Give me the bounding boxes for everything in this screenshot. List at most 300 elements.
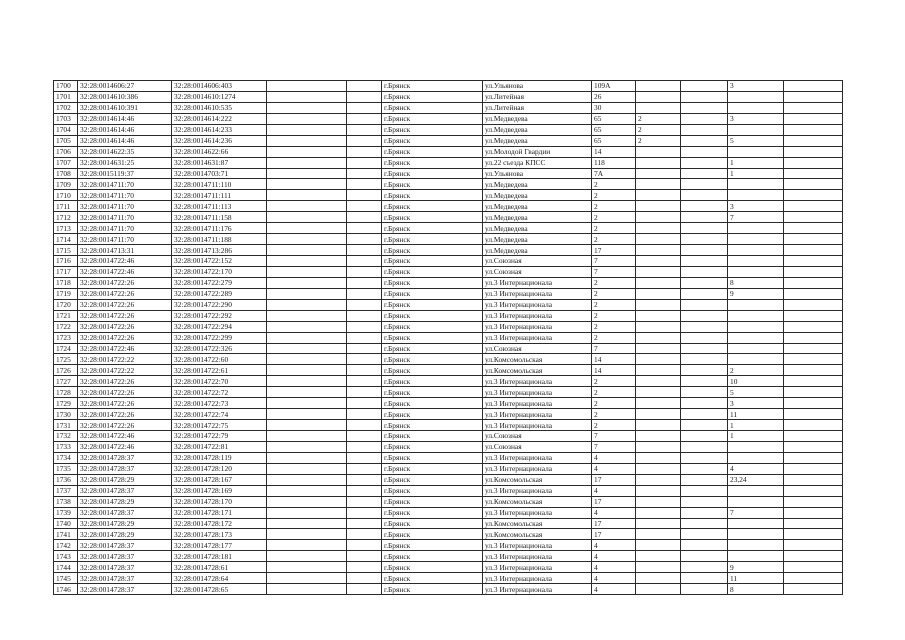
street: ул.Комсомольская <box>483 496 592 507</box>
blank-cell-d <box>784 431 843 442</box>
row-number: 1731 <box>54 420 78 431</box>
building-number <box>636 474 681 485</box>
blank-cell-c <box>681 321 728 332</box>
city: г.Брянск <box>382 168 483 179</box>
blank-cell-d <box>784 288 843 299</box>
blank-cell-b <box>347 135 382 146</box>
city: г.Брянск <box>382 376 483 387</box>
blank-cell-a <box>267 321 347 332</box>
cadastral-number: 32:28:0014722:294 <box>172 321 267 332</box>
building-number <box>636 365 681 376</box>
house-number: 7 <box>592 266 636 277</box>
parent-cadastral-number: 32:28:0014610:386 <box>78 91 172 102</box>
blank-cell-c <box>681 485 728 496</box>
apartment-number <box>728 256 784 267</box>
parent-cadastral-number: 32:28:0014722:46 <box>78 256 172 267</box>
building-number <box>636 518 681 529</box>
blank-cell-a <box>267 452 347 463</box>
parent-cadastral-number: 32:28:0014722:26 <box>78 310 172 321</box>
cadastral-number: 32:28:0014722:60 <box>172 354 267 365</box>
blank-cell-a <box>267 168 347 179</box>
blank-cell-b <box>347 277 382 288</box>
blank-cell-c <box>681 310 728 321</box>
parent-cadastral-number: 32:28:0014728:29 <box>78 496 172 507</box>
house-number: 4 <box>592 584 636 595</box>
street: ул.3 Интернационала <box>483 277 592 288</box>
parent-cadastral-number: 32:28:0014711:70 <box>78 179 172 190</box>
blank-cell-a <box>267 190 347 201</box>
blank-cell-d <box>784 496 843 507</box>
blank-cell-a <box>267 299 347 310</box>
blank-cell-d <box>784 332 843 343</box>
house-number: 118 <box>592 157 636 168</box>
blank-cell-d <box>784 398 843 409</box>
row-number: 1705 <box>54 135 78 146</box>
street: ул.3 Интернационала <box>483 321 592 332</box>
blank-cell-c <box>681 168 728 179</box>
parent-cadastral-number: 32:28:0014614:46 <box>78 135 172 146</box>
apartment-number: 10 <box>728 376 784 387</box>
blank-cell-b <box>347 343 382 354</box>
blank-cell-c <box>681 387 728 398</box>
building-number <box>636 91 681 102</box>
blank-cell-a <box>267 573 347 584</box>
blank-cell-a <box>267 562 347 573</box>
row-number: 1722 <box>54 321 78 332</box>
parent-cadastral-number: 32:28:0014614:46 <box>78 124 172 135</box>
house-number: 2 <box>592 398 636 409</box>
blank-cell-d <box>784 157 843 168</box>
city: г.Брянск <box>382 256 483 267</box>
table-row <box>54 507 843 518</box>
cadastral-number: 32:28:0014722:170 <box>172 266 267 277</box>
blank-cell-b <box>347 431 382 442</box>
house-number: 14 <box>592 146 636 157</box>
parent-cadastral-number: 32:28:0014722:26 <box>78 288 172 299</box>
cadastral-number: 32:28:0014722:74 <box>172 409 267 420</box>
row-number: 1701 <box>54 91 78 102</box>
blank-cell-c <box>681 102 728 113</box>
building-number: 2 <box>636 135 681 146</box>
house-number: 30 <box>592 102 636 113</box>
blank-cell-b <box>347 562 382 573</box>
blank-cell-b <box>347 441 382 452</box>
building-number <box>636 190 681 201</box>
apartment-number <box>728 266 784 277</box>
blank-cell-d <box>784 463 843 474</box>
cadastral-number: 32:28:0014728:169 <box>172 485 267 496</box>
house-number: 65 <box>592 124 636 135</box>
blank-cell-b <box>347 452 382 463</box>
table-row <box>54 288 843 299</box>
city: г.Брянск <box>382 81 483 92</box>
row-number: 1718 <box>54 277 78 288</box>
city: г.Брянск <box>382 562 483 573</box>
table-row <box>54 102 843 113</box>
building-number <box>636 551 681 562</box>
street: ул.Комсомольская <box>483 354 592 365</box>
parent-cadastral-number: 32:28:0014722:26 <box>78 332 172 343</box>
row-number: 1703 <box>54 113 78 124</box>
row-number: 1708 <box>54 168 78 179</box>
city: г.Брянск <box>382 441 483 452</box>
house-number: 2 <box>592 299 636 310</box>
table-row <box>54 223 843 234</box>
city: г.Брянск <box>382 452 483 463</box>
street: ул.3 Интернационала <box>483 584 592 595</box>
house-number: 2 <box>592 277 636 288</box>
building-number <box>636 310 681 321</box>
blank-cell-b <box>347 113 382 124</box>
row-number: 1737 <box>54 485 78 496</box>
table-row <box>54 256 843 267</box>
table-row <box>54 266 843 277</box>
parent-cadastral-number: 32:28:0014728:29 <box>78 518 172 529</box>
blank-cell-c <box>681 212 728 223</box>
blank-cell-d <box>784 354 843 365</box>
parent-cadastral-number: 32:28:0014722:26 <box>78 398 172 409</box>
blank-cell-a <box>267 518 347 529</box>
building-number <box>636 343 681 354</box>
blank-cell-a <box>267 420 347 431</box>
house-number: 17 <box>592 245 636 256</box>
row-number: 1740 <box>54 518 78 529</box>
apartment-number: 9 <box>728 288 784 299</box>
parent-cadastral-number: 32:28:0014631:25 <box>78 157 172 168</box>
city: г.Брянск <box>382 113 483 124</box>
table-row <box>54 91 843 102</box>
house-number: 14 <box>592 365 636 376</box>
cadastral-number: 32:28:0014711:158 <box>172 212 267 223</box>
street: ул.Союзная <box>483 441 592 452</box>
street: ул.Медведева <box>483 201 592 212</box>
blank-cell-a <box>267 431 347 442</box>
apartment-number: 7 <box>728 507 784 518</box>
house-number: 4 <box>592 562 636 573</box>
blank-cell-d <box>784 299 843 310</box>
table-row <box>54 409 843 420</box>
street: ул.3 Интернационала <box>483 573 592 584</box>
building-number <box>636 452 681 463</box>
blank-cell-d <box>784 562 843 573</box>
row-number: 1714 <box>54 234 78 245</box>
blank-cell-d <box>784 485 843 496</box>
city: г.Брянск <box>382 474 483 485</box>
apartment-number <box>728 245 784 256</box>
parent-cadastral-number: 32:28:0014711:70 <box>78 223 172 234</box>
cadastral-number: 32:28:0014728:173 <box>172 529 267 540</box>
apartment-number: 5 <box>728 135 784 146</box>
cadastral-number: 32:28:0014722:75 <box>172 420 267 431</box>
blank-cell-b <box>347 474 382 485</box>
cadastral-number: 32:28:0014722:72 <box>172 387 267 398</box>
blank-cell-a <box>267 507 347 518</box>
parent-cadastral-number: 32:28:0014722:26 <box>78 420 172 431</box>
building-number <box>636 507 681 518</box>
street: ул.Ульянова <box>483 168 592 179</box>
building-number <box>636 496 681 507</box>
blank-cell-c <box>681 573 728 584</box>
city: г.Брянск <box>382 343 483 354</box>
blank-cell-b <box>347 190 382 201</box>
street: ул.3 Интернационала <box>483 507 592 518</box>
apartment-number: 9 <box>728 562 784 573</box>
house-number: 2 <box>592 223 636 234</box>
parent-cadastral-number: 32:28:0014610:391 <box>78 102 172 113</box>
row-number: 1713 <box>54 223 78 234</box>
blank-cell-c <box>681 332 728 343</box>
cadastral-number: 32:28:0014728:61 <box>172 562 267 573</box>
blank-cell-a <box>267 485 347 496</box>
building-number <box>636 157 681 168</box>
blank-cell-a <box>267 354 347 365</box>
building-number <box>636 441 681 452</box>
row-number: 1728 <box>54 387 78 398</box>
parent-cadastral-number: 32:28:0014728:37 <box>78 562 172 573</box>
house-number: 2 <box>592 310 636 321</box>
row-number: 1744 <box>54 562 78 573</box>
blank-cell-c <box>681 562 728 573</box>
blank-cell-a <box>267 441 347 452</box>
table-row <box>54 420 843 431</box>
house-number: 109А <box>592 81 636 92</box>
apartment-number <box>728 190 784 201</box>
city: г.Брянск <box>382 266 483 277</box>
street: ул.Союзная <box>483 256 592 267</box>
blank-cell-b <box>347 201 382 212</box>
blank-cell-a <box>267 135 347 146</box>
blank-cell-c <box>681 441 728 452</box>
cadastral-number: 32:28:0014722:292 <box>172 310 267 321</box>
city: г.Брянск <box>382 124 483 135</box>
blank-cell-b <box>347 420 382 431</box>
building-number <box>636 540 681 551</box>
parent-cadastral-number: 32:28:0014722:22 <box>78 354 172 365</box>
table-row <box>54 518 843 529</box>
table-row <box>54 321 843 332</box>
blank-cell-b <box>347 507 382 518</box>
table-row <box>54 463 843 474</box>
blank-cell-a <box>267 288 347 299</box>
apartment-number: 3 <box>728 81 784 92</box>
row-number: 1732 <box>54 431 78 442</box>
blank-cell-a <box>267 102 347 113</box>
house-number: 2 <box>592 332 636 343</box>
blank-cell-d <box>784 135 843 146</box>
apartment-number: 1 <box>728 157 784 168</box>
blank-cell-a <box>267 540 347 551</box>
table-row <box>54 124 843 135</box>
blank-cell-b <box>347 551 382 562</box>
blank-cell-a <box>267 332 347 343</box>
building-number <box>636 256 681 267</box>
row-number: 1702 <box>54 102 78 113</box>
apartment-number <box>728 102 784 113</box>
table-row <box>54 562 843 573</box>
building-number <box>636 245 681 256</box>
house-number: 2 <box>592 387 636 398</box>
table-row <box>54 551 843 562</box>
table-row <box>54 179 843 190</box>
building-number <box>636 420 681 431</box>
house-number: 17 <box>592 529 636 540</box>
apartment-number: 1 <box>728 168 784 179</box>
city: г.Брянск <box>382 299 483 310</box>
city: г.Брянск <box>382 288 483 299</box>
street: ул.Союзная <box>483 266 592 277</box>
row-number: 1745 <box>54 573 78 584</box>
house-number: 4 <box>592 551 636 562</box>
city: г.Брянск <box>382 398 483 409</box>
blank-cell-c <box>681 113 728 124</box>
parent-cadastral-number: 32:28:0014722:26 <box>78 321 172 332</box>
blank-cell-c <box>681 91 728 102</box>
apartment-number: 8 <box>728 277 784 288</box>
row-number: 1730 <box>54 409 78 420</box>
building-number <box>636 485 681 496</box>
building-number <box>636 398 681 409</box>
city: г.Брянск <box>382 223 483 234</box>
blank-cell-d <box>784 245 843 256</box>
row-number: 1736 <box>54 474 78 485</box>
apartment-number <box>728 540 784 551</box>
row-number: 1716 <box>54 256 78 267</box>
table-row <box>54 190 843 201</box>
cadastral-number: 32:28:0014728:172 <box>172 518 267 529</box>
blank-cell-b <box>347 376 382 387</box>
parent-cadastral-number: 32:28:0014614:46 <box>78 113 172 124</box>
row-number: 1741 <box>54 529 78 540</box>
cadastral-number: 32:28:0014728:167 <box>172 474 267 485</box>
blank-cell-b <box>347 518 382 529</box>
cadastral-number: 32:28:0014722:61 <box>172 365 267 376</box>
parent-cadastral-number: 32:28:0014728:37 <box>78 452 172 463</box>
apartment-number: 1 <box>728 431 784 442</box>
blank-cell-a <box>267 179 347 190</box>
blank-cell-b <box>347 234 382 245</box>
apartment-number <box>728 332 784 343</box>
blank-cell-d <box>784 266 843 277</box>
cadastral-number: 32:28:0014622:66 <box>172 146 267 157</box>
apartment-number <box>728 441 784 452</box>
blank-cell-d <box>784 420 843 431</box>
street: ул.3 Интернационала <box>483 288 592 299</box>
city: г.Брянск <box>382 332 483 343</box>
parent-cadastral-number: 32:28:0014728:37 <box>78 485 172 496</box>
city: г.Брянск <box>382 518 483 529</box>
row-number: 1743 <box>54 551 78 562</box>
parent-cadastral-number: 32:28:0014728:37 <box>78 584 172 595</box>
blank-cell-c <box>681 81 728 92</box>
table-row <box>54 452 843 463</box>
blank-cell-d <box>784 212 843 223</box>
table-row <box>54 332 843 343</box>
table-row <box>54 81 843 92</box>
apartment-number: 11 <box>728 573 784 584</box>
blank-cell-d <box>784 146 843 157</box>
blank-cell-a <box>267 343 347 354</box>
parent-cadastral-number: 32:28:0014728:37 <box>78 540 172 551</box>
blank-cell-b <box>347 146 382 157</box>
apartment-number <box>728 452 784 463</box>
parent-cadastral-number: 32:28:0014711:70 <box>78 201 172 212</box>
city: г.Брянск <box>382 277 483 288</box>
street: ул.3 Интернационала <box>483 376 592 387</box>
row-number: 1738 <box>54 496 78 507</box>
cadastral-number: 32:28:0014711:110 <box>172 179 267 190</box>
blank-cell-a <box>267 551 347 562</box>
blank-cell-d <box>784 113 843 124</box>
street: ул.3 Интернационала <box>483 332 592 343</box>
blank-cell-c <box>681 365 728 376</box>
table-row <box>54 168 843 179</box>
apartment-number <box>728 310 784 321</box>
blank-cell-a <box>267 496 347 507</box>
building-number <box>636 354 681 365</box>
city: г.Брянск <box>382 463 483 474</box>
city: г.Брянск <box>382 529 483 540</box>
building-number <box>636 212 681 223</box>
building-number <box>636 332 681 343</box>
street: ул.Литейная <box>483 91 592 102</box>
blank-cell-a <box>267 398 347 409</box>
blank-cell-c <box>681 507 728 518</box>
city: г.Брянск <box>382 179 483 190</box>
street: ул.Медведева <box>483 212 592 223</box>
blank-cell-b <box>347 179 382 190</box>
table-row <box>54 441 843 452</box>
apartment-number <box>728 124 784 135</box>
street: ул.Медведева <box>483 124 592 135</box>
street: ул.Медведева <box>483 234 592 245</box>
blank-cell-b <box>347 102 382 113</box>
blank-cell-a <box>267 157 347 168</box>
blank-cell-b <box>347 332 382 343</box>
blank-cell-d <box>784 102 843 113</box>
parent-cadastral-number: 32:28:0014722:26 <box>78 277 172 288</box>
row-number: 1717 <box>54 266 78 277</box>
house-number: 7 <box>592 256 636 267</box>
blank-cell-c <box>681 135 728 146</box>
blank-cell-c <box>681 234 728 245</box>
blank-cell-a <box>267 146 347 157</box>
table-row <box>54 245 843 256</box>
parent-cadastral-number: 32:28:0014722:26 <box>78 387 172 398</box>
house-number: 4 <box>592 540 636 551</box>
blank-cell-a <box>267 256 347 267</box>
blank-cell-b <box>347 157 382 168</box>
cadastral-number: 32:28:0014606:403 <box>172 81 267 92</box>
blank-cell-b <box>347 365 382 376</box>
apartment-number <box>728 234 784 245</box>
blank-cell-d <box>784 540 843 551</box>
city: г.Брянск <box>382 310 483 321</box>
apartment-number: 4 <box>728 463 784 474</box>
house-number: 7 <box>592 441 636 452</box>
row-number: 1725 <box>54 354 78 365</box>
row-number: 1727 <box>54 376 78 387</box>
street: ул.3 Интернационала <box>483 310 592 321</box>
cadastral-number: 32:28:0014722:299 <box>172 332 267 343</box>
house-number: 4 <box>592 507 636 518</box>
cadastral-number: 32:28:0014703:71 <box>172 168 267 179</box>
blank-cell-c <box>681 277 728 288</box>
cadastral-number: 32:28:0014713:286 <box>172 245 267 256</box>
blank-cell-a <box>267 113 347 124</box>
parent-cadastral-number: 32:28:0014711:70 <box>78 190 172 201</box>
building-number: 2 <box>636 124 681 135</box>
blank-cell-b <box>347 256 382 267</box>
